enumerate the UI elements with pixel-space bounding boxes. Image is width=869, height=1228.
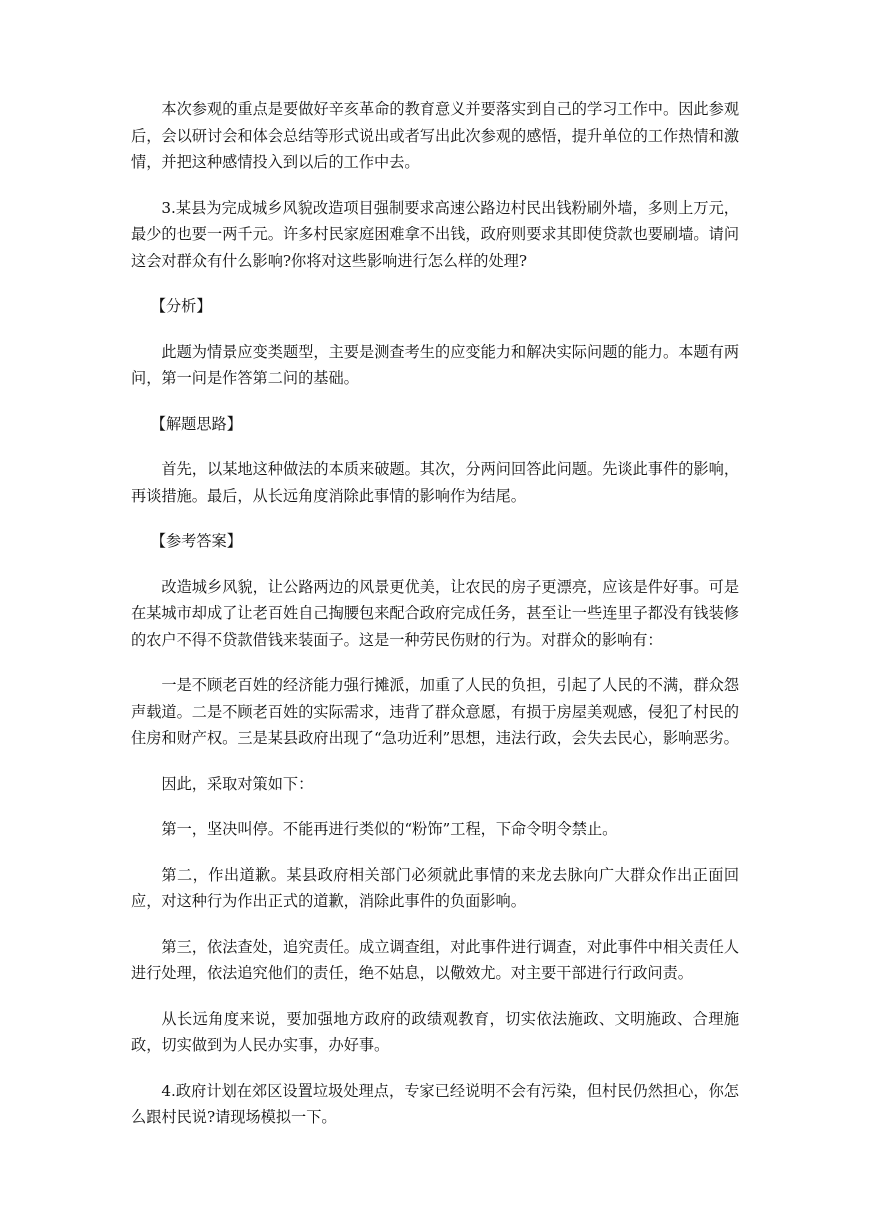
question-4: 4.政府计划在郊区设置垃圾处理点，专家已经说明不会有污染，但村民仍然担心，你怎么跟村民说?请现场模拟一下。 xyxy=(131,1081,739,1126)
measure-2: 第二，作出道歉。某县政府相关部门必须就此事情的来龙去脉向广大群众作出正面回应，对这种行为作出正式的道歉，消除此事件的负面影响。 xyxy=(131,865,739,910)
long-term-paragraph: 从长远角度来说，要加强地方政府的政绩观教育，切实依法施政、文明施政、合理施政，切实做到为人民办实事，办好事。 xyxy=(131,1009,739,1054)
answer-heading: 【参考答案】 xyxy=(150,532,242,550)
analysis-paragraph: 此题为情景应变类题型，主要是测查考生的应变能力和解决实际问题的能力。本题有两问，第一问是作答第二问的基础。 xyxy=(131,342,739,387)
document-page xyxy=(131,96,739,1150)
measure-3: 第三，依法查处，追究责任。成立调查组，对此事件进行调查，对此事件中相关责任人进行处理，依法追究他们的责任，绝不姑息，以儆效尤。对主要干部进行行政问责。 xyxy=(131,937,739,982)
answer-paragraph-3: 因此，采取对策如下： xyxy=(161,774,314,793)
question-3: 3.某县为完成城乡风貌改造项目强制要求高速公路边村民出钱粉刷外墙，多则上万元，最少的也要一两千元。许多村民家庭困难拿不出钱，政府则要求其即使贷款也要刷墙。请问这会对群众有什么影响?你将对这些影响进行怎么样的处理? xyxy=(131,198,739,270)
answer-paragraph-2: 一是不顾老百姓的经济能力强行摊派，加重了人民的负担，引起了人民的不满，群众怨声载道。二是不顾老百姓的实际需求，违背了群众意愿，有损于房屋美观感，侵犯了村民的住房和财产权。三是某县政府出现了“急功近利”思想，违法行政，会失去民心，影响恶劣。 xyxy=(131,676,739,747)
approach-heading: 【解题思路】 xyxy=(150,414,242,433)
analysis-heading: 【分析】 xyxy=(150,297,212,315)
answer-paragraph-1: 改造城乡风貌，让公路两边的风景更优美，让农民的房子更漂亮，应该是件好事。可是在某城市却成了让老百姓自己掏腰包来配合政府完成任务，甚至让一些连里子都没有钱装修的农户不得不贷款借钱来装面子。这是一种劳民伤财的行为。对群众的影响有： xyxy=(131,577,739,649)
approach-paragraph: 首先，以某地这种做法的本质来破题。其次，分两问回答此问题。先谈此事件的影响，再谈措施。最后，从长远角度消除此事情的影响作为结尾。 xyxy=(131,460,739,505)
measure-1: 第一，坚决叫停。不能再进行类似的“粉饰”工程，下命令明令禁止。 xyxy=(161,820,618,838)
intro-paragraph: 本次参观的重点是要做好辛亥革命的教育意义并要落实到自己的学习工作中。因此参观后，会以研讨会和体会总结等形式说出或者写出此次参观的感悟，提升单位的工作热情和激情，并把这种感情投入到以后的工作中去。 xyxy=(131,100,739,171)
